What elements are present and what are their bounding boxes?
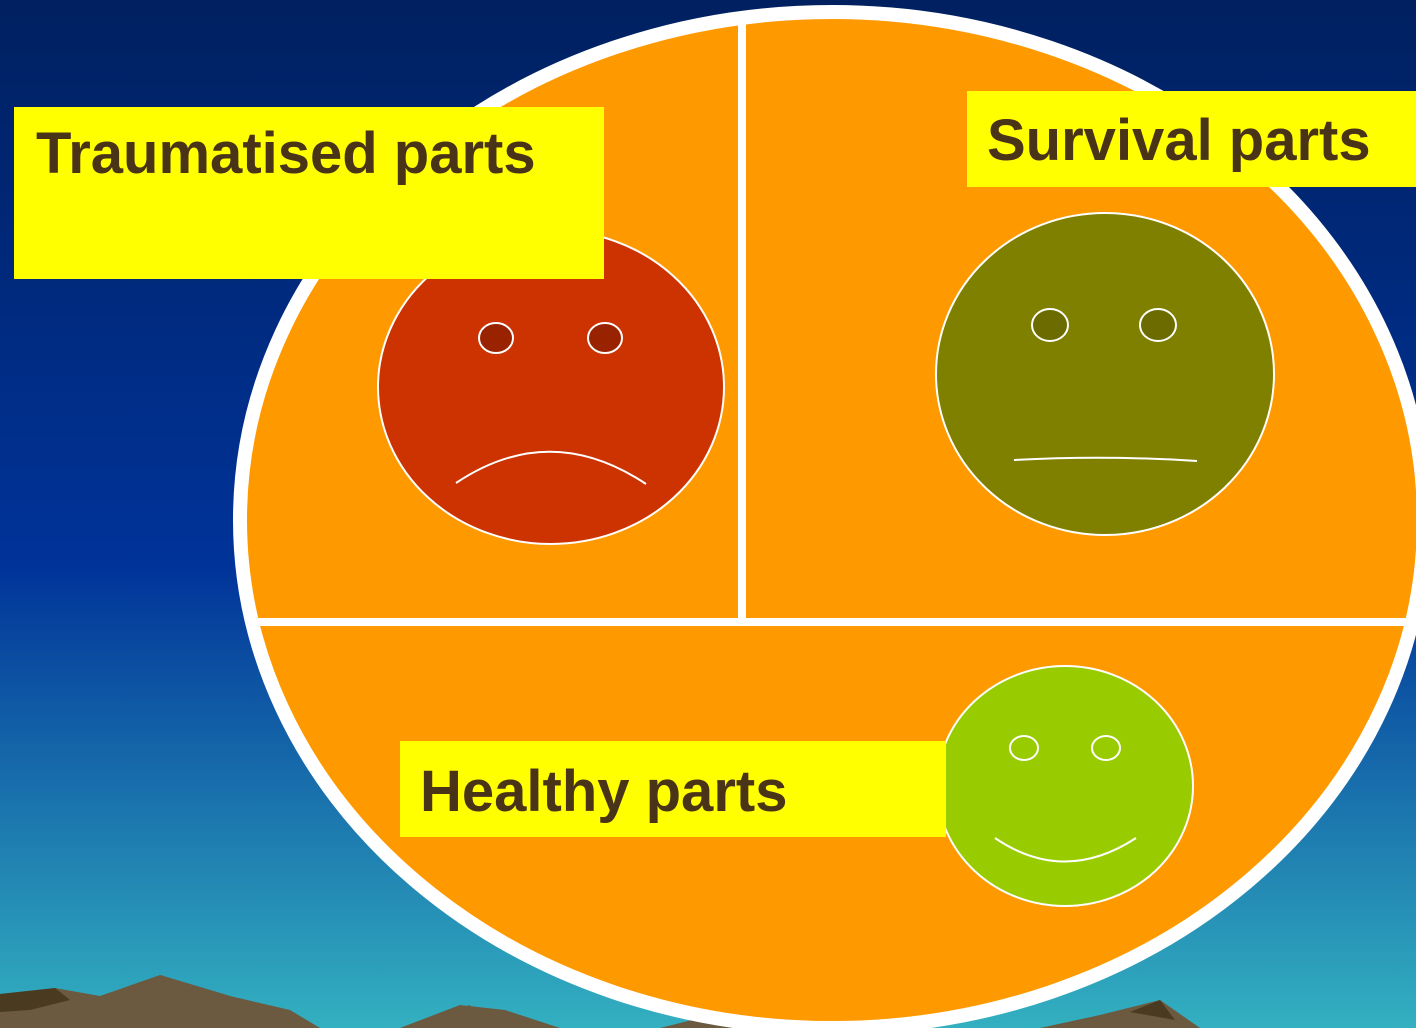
face-survival (936, 213, 1274, 535)
eye-survival (1140, 309, 1176, 341)
eye-healthy (1010, 736, 1038, 760)
happy-face-icon (937, 666, 1193, 906)
survival-parts-label: Survival parts (967, 91, 1416, 187)
traumatised-parts-label: Traumatised parts (14, 107, 604, 279)
eye-traumatised (588, 323, 622, 353)
neutral-face-icon (936, 213, 1274, 535)
healthy-parts-label: Healthy parts (400, 741, 946, 837)
eye-traumatised (479, 323, 513, 353)
face-healthy (937, 666, 1193, 906)
eye-healthy (1092, 736, 1120, 760)
eye-survival (1032, 309, 1068, 341)
